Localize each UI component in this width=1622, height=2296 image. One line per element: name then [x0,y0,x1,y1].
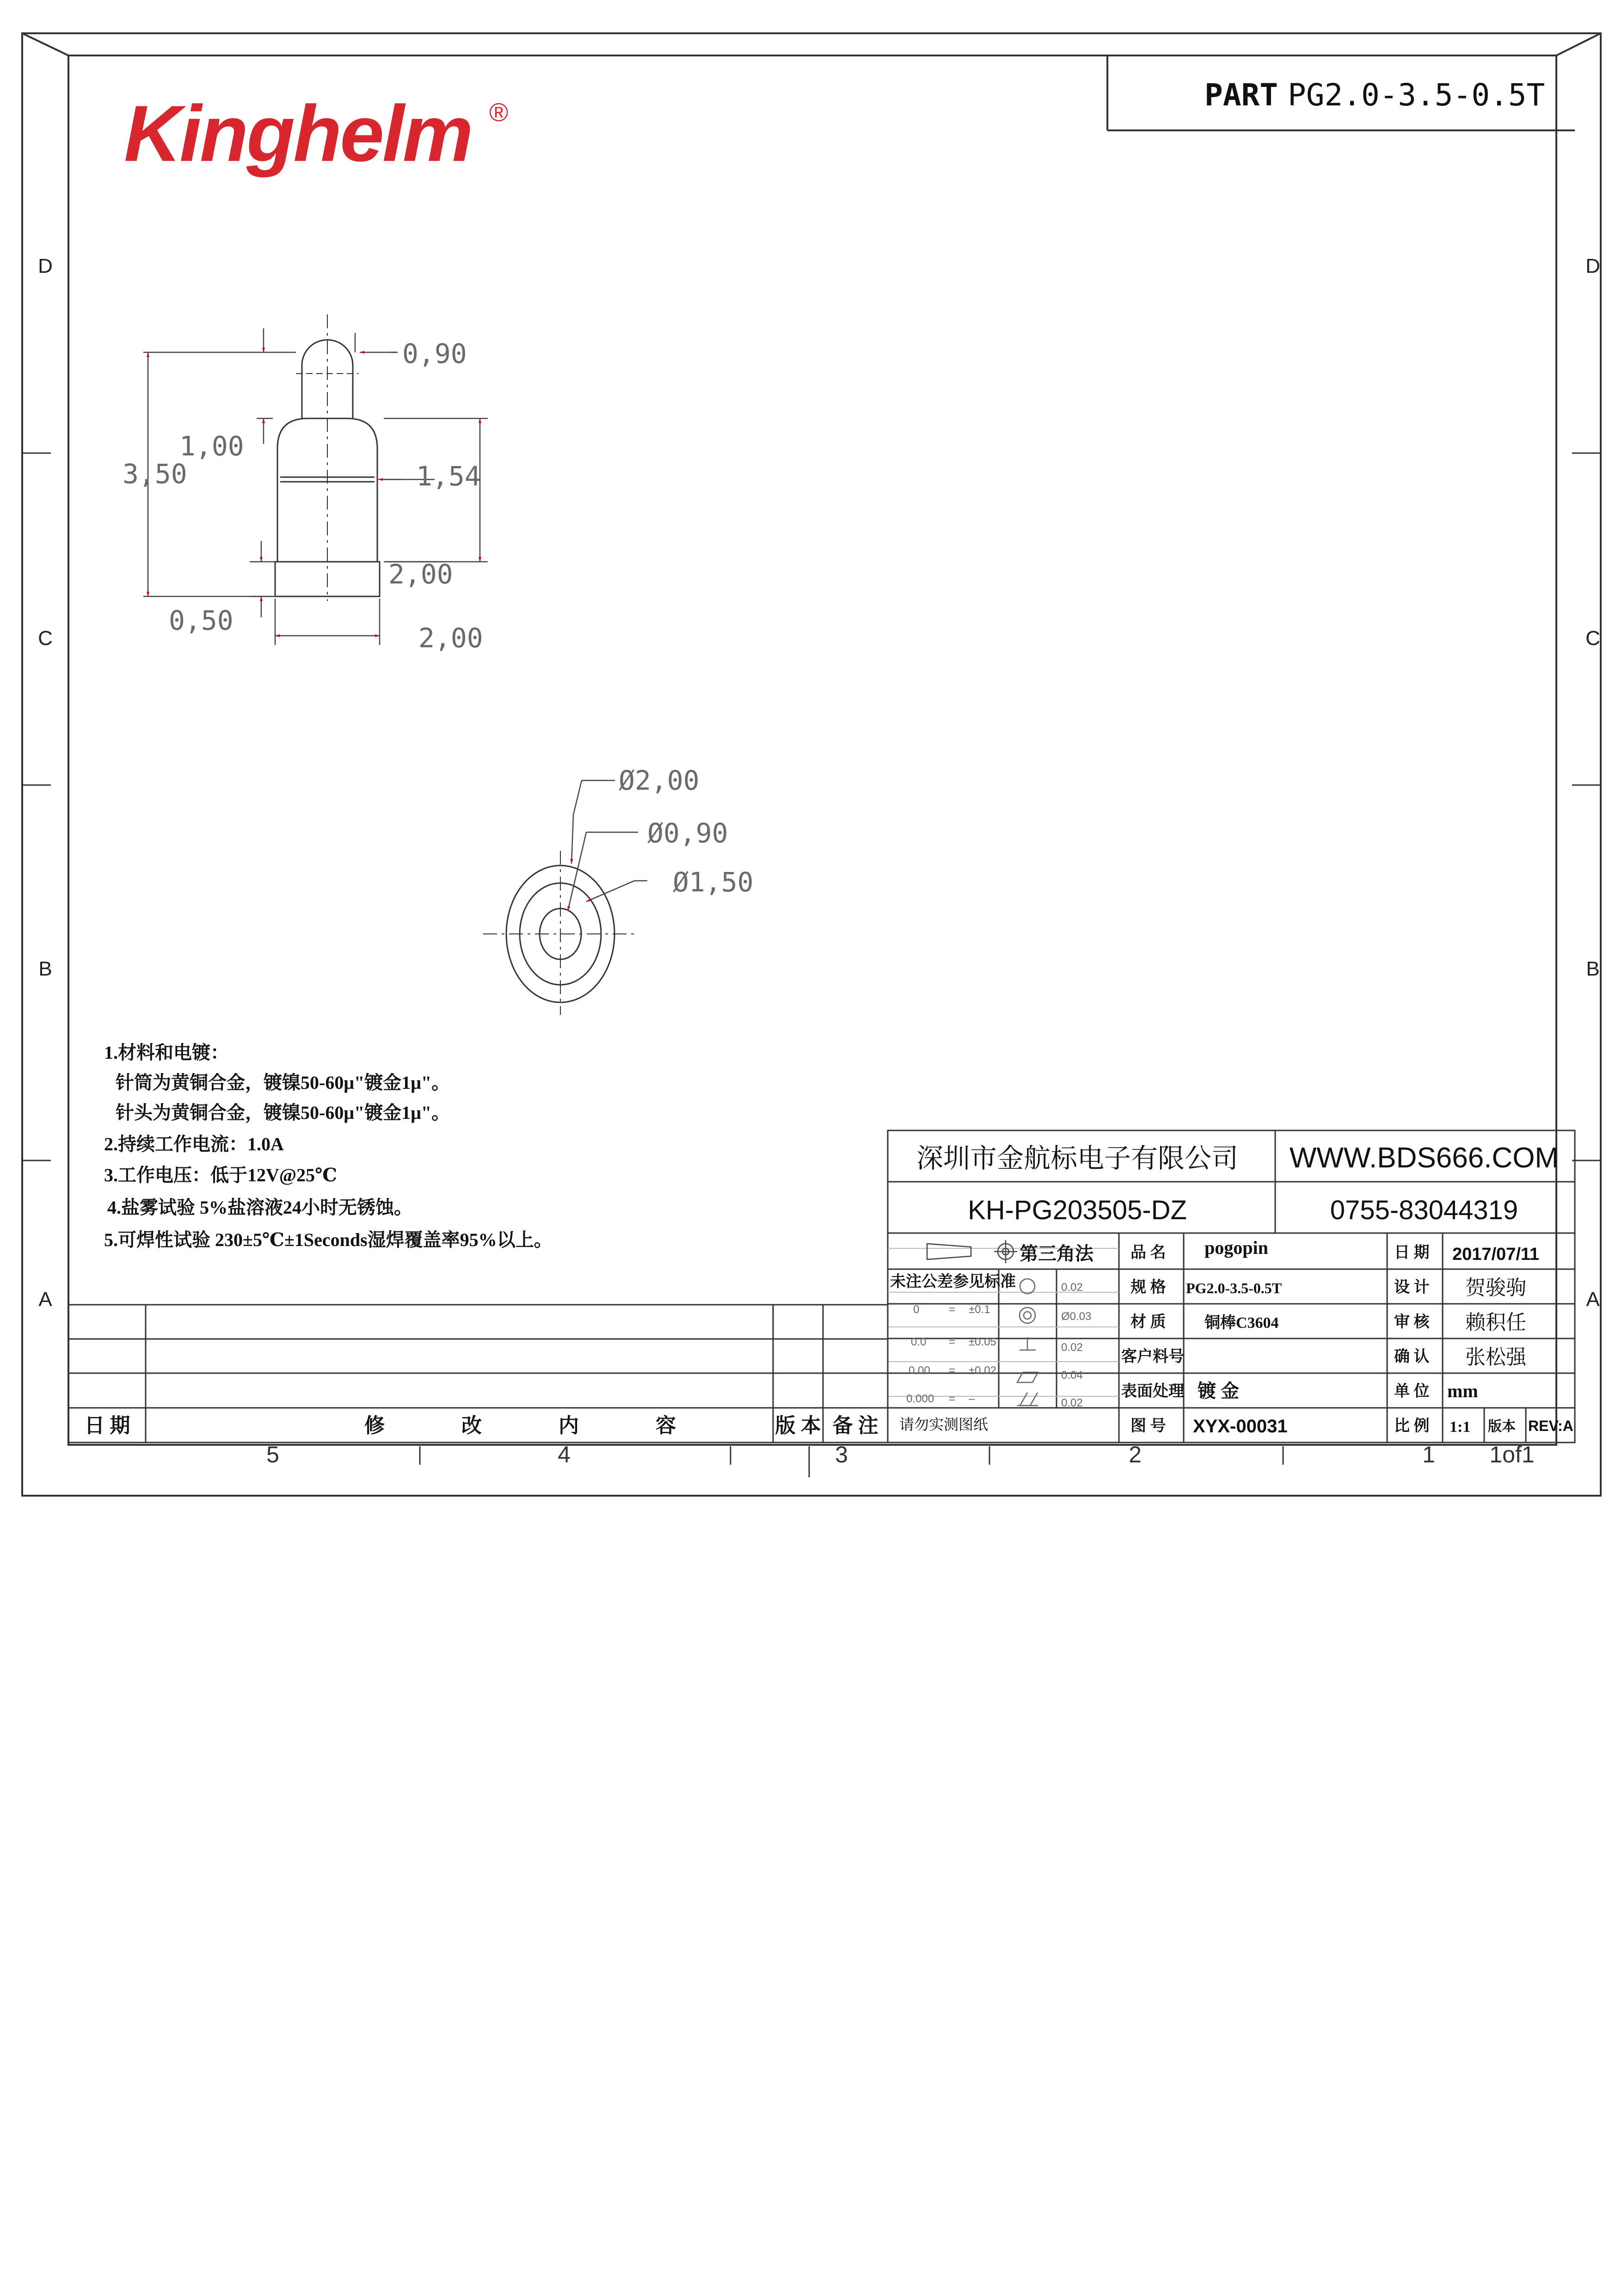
tol-row-3-decimals: 0.00 [909,1364,930,1377]
roundness-icon [1020,1279,1035,1294]
zone-row-right-c: C [1585,627,1600,650]
dim-total-height: 3,50 [123,458,187,490]
reviewer-value: 赖积任 [1465,1311,1526,1334]
geo-tol-5: 0.02 [1061,1397,1083,1409]
dim-flange-height: 2,00 [388,559,453,590]
title-block [888,1233,1575,1443]
date-value: 2017/07/11 [1452,1245,1540,1264]
review-label: 审 核 [1394,1314,1430,1331]
tol-row-2-value: ±0.05 [969,1336,996,1348]
confirmer-value: 张松强 [1465,1346,1526,1369]
note-line-1: 1.材料和电镀： [104,1042,229,1063]
designer-value: 贺骏驹 [1465,1277,1526,1299]
material-value: 铜棒C3604 [1204,1314,1279,1332]
dim-base-width: 2,00 [418,622,483,654]
revision-content-header-2: 改 [461,1414,482,1437]
dim-barrel-diameter: 1,54 [416,460,481,492]
zone-col-1: 1 [1422,1442,1435,1467]
tol-row-2-eq: = [949,1336,956,1348]
revision-content-header-1: 修 [364,1414,385,1437]
product-label: 品 名 [1130,1244,1166,1261]
tol-row-1-decimals: 0 [913,1303,920,1316]
drawing-no-label: 图 号 [1130,1418,1166,1435]
pin-side-view [123,314,488,654]
zone-row-left-c: C [38,627,53,650]
note-line-2: 针筒为黄铜合金，镀镍50-60μ"镀金1μ"。 [116,1072,450,1093]
product-value: pogopin [1204,1237,1268,1258]
dim-middle-diameter: Ø1,50 [673,866,754,898]
note-line-6: 4.盐雾试验 5%盐溶液24小时无锈蚀。 [107,1197,412,1218]
dim-tip-diameter: 0,90 [402,338,467,369]
revision-version-header: 版 本 [775,1414,821,1437]
spec-value: PG2.0-3.5-0.5T [1186,1280,1282,1296]
tol-row-3-value: ±0.02 [969,1364,996,1377]
concentricity-icon [1020,1308,1035,1323]
zone-col-3: 3 [835,1442,848,1467]
revision-value: REV:A [1528,1418,1573,1434]
sheet-border [22,33,1601,1496]
technical-notes [104,1042,553,1250]
drawing-code: KH-PG203505-DZ [968,1195,1187,1225]
geo-tol-1: 0.02 [1061,1281,1083,1294]
part-number: PG2.0-3.5-0.5T [1288,77,1545,113]
drawing-note: 请勿实测图纸 [899,1416,989,1433]
tol-row-1-value: ±0.1 [969,1303,990,1316]
revision-content-header-4: 容 [656,1414,676,1437]
version-label: 版本 [1488,1419,1516,1434]
material-label: 材 质 [1130,1314,1166,1331]
tol-row-1-eq: = [949,1303,956,1316]
pin-top-view [483,765,754,1015]
design-label: 设 计 [1394,1279,1430,1296]
projection-label: 第三角法 [1020,1243,1094,1264]
scale-value: 1:1 [1450,1418,1471,1436]
zone-ticks [22,453,1601,1477]
sheet-number: 1of1 [1489,1442,1535,1467]
tol-row-3-eq: = [949,1364,956,1377]
dim-outer-diameter: Ø2,00 [619,765,700,796]
tol-row-4-decimals: 0.000 [906,1393,934,1405]
zone-row-left-d: D [38,255,53,277]
note-line-7: 5.可焊性试验 230±5℃±1Seconds湿焊覆盖率95%以上。 [104,1229,553,1250]
zone-row-right-a: A [1586,1288,1600,1311]
zone-row-right-d: D [1585,255,1600,277]
revision-table [68,1305,888,1443]
dim-inner-diameter: Ø0,90 [647,817,728,849]
company-phone: 0755-83044319 [1330,1195,1518,1225]
zone-row-right-b: B [1586,958,1600,980]
spec-label: 规 格 [1130,1279,1166,1296]
unit-label: 单 位 [1394,1383,1430,1400]
tol-row-4-eq: = [949,1393,956,1405]
revision-remark-header: 备 注 [832,1414,879,1437]
part-label: PART [1204,77,1278,113]
surface-label: 表面处理 [1121,1383,1184,1400]
note-line-4: 2.持续工作电流：1.0A [104,1134,284,1154]
company-name: 深圳市金航标电子有限公司 [916,1143,1239,1173]
geo-tol-4: 0.04 [1061,1369,1083,1381]
geo-tol-2: Ø0.03 [1061,1310,1092,1323]
surface-value: 镀 金 [1198,1381,1239,1401]
dim-base-thickness: 0,50 [169,605,233,636]
registered-mark: ® [489,98,509,127]
revision-content-header-3: 内 [559,1414,579,1437]
note-line-5: 3.工作电压：低于12V@25℃ [104,1165,338,1185]
third-angle-projection-icon [927,1240,1017,1263]
part-box [1107,55,1575,130]
zone-col-5: 5 [266,1442,279,1467]
dim-tip-height: 1,00 [179,430,244,462]
scale-label: 比 例 [1394,1418,1430,1435]
tolerance-header: 未注公差参见标准 [890,1273,1016,1290]
drawing-no-value: XYX-00031 [1193,1416,1288,1437]
zone-row-left-b: B [38,958,52,980]
note-line-3: 针头为黄铜合金，镀镍50-60μ"镀金1μ"。 [116,1102,450,1123]
tol-row-4-value: – [969,1393,975,1405]
tol-row-2-decimals: 0.0 [911,1336,927,1348]
unit-value: mm [1447,1381,1478,1401]
date-label: 日 期 [1394,1244,1430,1261]
zone-row-left-a: A [38,1288,52,1311]
company-logo: Kinghelm [124,89,472,178]
company-block [888,1130,1575,1233]
zone-col-4: 4 [558,1442,571,1467]
company-website: WWW.BDS666.COM [1289,1142,1559,1174]
customer-pn-label: 客户料号 [1121,1348,1184,1365]
geo-tol-3: 0.02 [1061,1341,1083,1354]
revision-date-header: 日 期 [84,1414,130,1437]
zone-col-2: 2 [1129,1442,1142,1467]
confirm-label: 确 认 [1394,1348,1430,1365]
